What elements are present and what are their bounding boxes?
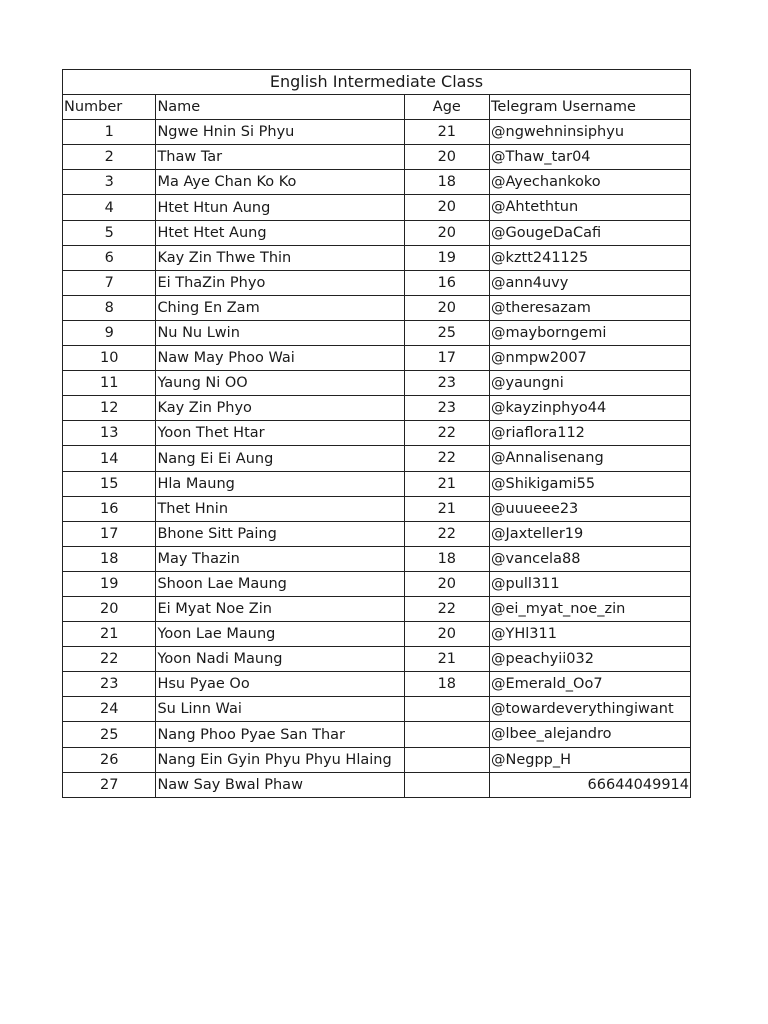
number-cell: 19 — [63, 571, 156, 596]
table-row — [63, 647, 691, 672]
telegram-cell: @vancela88 — [490, 546, 691, 571]
age-cell: 20 — [404, 145, 489, 170]
telegram-cell: @lbee_alejandro — [490, 722, 691, 747]
age-cell: 18 — [404, 672, 489, 697]
age-cell: 20 — [404, 571, 489, 596]
telegram-cell: 66644049914 — [490, 772, 691, 797]
number-cell: 6 — [63, 245, 156, 270]
header-age: Age — [404, 95, 489, 120]
age-cell: 20 — [404, 195, 489, 220]
name-cell: Hla Maung — [156, 471, 404, 496]
name-cell: Thet Hnin — [156, 496, 404, 521]
telegram-cell: @ei_myat_noe_zin — [490, 596, 691, 621]
number-cell: 17 — [63, 521, 156, 546]
age-cell: 21 — [404, 647, 489, 672]
age-cell: 22 — [404, 596, 489, 621]
table-row — [63, 220, 691, 245]
name-cell: Ching En Zam — [156, 295, 404, 320]
table-row — [63, 697, 691, 722]
header-name: Name — [156, 95, 404, 120]
age-cell: 16 — [404, 270, 489, 295]
number-cell: 13 — [63, 421, 156, 446]
number-cell: 26 — [63, 747, 156, 772]
telegram-cell: @Shikigami55 — [490, 471, 691, 496]
number-cell: 14 — [63, 446, 156, 471]
title-row — [63, 70, 691, 95]
age-cell: 22 — [404, 421, 489, 446]
age-cell: 19 — [404, 245, 489, 270]
number-cell: 8 — [63, 295, 156, 320]
table-row — [63, 421, 691, 446]
table-row — [63, 722, 691, 747]
table-row — [63, 596, 691, 621]
number-cell: 9 — [63, 320, 156, 345]
class-roster-table — [62, 69, 691, 798]
number-cell: 10 — [63, 346, 156, 371]
table-row — [63, 295, 691, 320]
table-row — [63, 571, 691, 596]
name-cell: Kay Zin Thwe Thin — [156, 245, 404, 270]
name-cell: Thaw Tar — [156, 145, 404, 170]
table-row — [63, 170, 691, 195]
telegram-cell: @uuueee23 — [490, 496, 691, 521]
table-row — [63, 471, 691, 496]
header-telegram: Telegram Username — [490, 95, 691, 120]
age-cell: 21 — [404, 496, 489, 521]
age-cell: 22 — [404, 521, 489, 546]
telegram-cell: @Negpp_H — [490, 747, 691, 772]
table-row — [63, 270, 691, 295]
name-cell: Nang Ei Ei Aung — [156, 446, 404, 471]
number-cell: 25 — [63, 722, 156, 747]
name-cell: Naw Say Bwal Phaw — [156, 772, 404, 797]
name-cell: Yoon Lae Maung — [156, 622, 404, 647]
telegram-cell: @Emerald_Oo7 — [490, 672, 691, 697]
number-cell: 2 — [63, 145, 156, 170]
telegram-cell: @kztt241125 — [490, 245, 691, 270]
table-row — [63, 546, 691, 571]
telegram-cell: @Jaxteller19 — [490, 521, 691, 546]
telegram-cell: @theresazam — [490, 295, 691, 320]
age-cell: 23 — [404, 396, 489, 421]
age-cell: 20 — [404, 622, 489, 647]
number-cell: 21 — [63, 622, 156, 647]
number-cell: 1 — [63, 120, 156, 145]
name-cell: Yaung Ni OO — [156, 371, 404, 396]
header-row — [63, 95, 691, 120]
name-cell: Htet Htet Aung — [156, 220, 404, 245]
age-cell: 17 — [404, 346, 489, 371]
table-row — [63, 120, 691, 145]
name-cell: Ei Myat Noe Zin — [156, 596, 404, 621]
number-cell: 23 — [63, 672, 156, 697]
number-cell: 15 — [63, 471, 156, 496]
name-cell: Nang Ein Gyin Phyu Phyu Hlaing — [156, 747, 404, 772]
age-cell: 25 — [404, 320, 489, 345]
table-row — [63, 747, 691, 772]
table-title: English Intermediate Class — [63, 70, 691, 95]
telegram-cell: @peachyii032 — [490, 647, 691, 672]
telegram-cell: @kayzinphyo44 — [490, 396, 691, 421]
telegram-cell: @ngwehninsiphyu — [490, 120, 691, 145]
header-number: Number — [63, 95, 156, 120]
telegram-cell: @towardeverythingiwant — [490, 697, 691, 722]
number-cell: 16 — [63, 496, 156, 521]
age-cell — [404, 772, 489, 797]
telegram-cell: @Annalisenang — [490, 446, 691, 471]
table-row — [63, 145, 691, 170]
telegram-cell: @Thaw_tar04 — [490, 145, 691, 170]
age-cell: 22 — [404, 446, 489, 471]
age-cell: 20 — [404, 295, 489, 320]
number-cell: 12 — [63, 396, 156, 421]
table-row — [63, 622, 691, 647]
telegram-cell: @Ahtethtun — [490, 195, 691, 220]
telegram-cell: @YHl311 — [490, 622, 691, 647]
name-cell: Hsu Pyae Oo — [156, 672, 404, 697]
table-row — [63, 672, 691, 697]
age-cell: 21 — [404, 120, 489, 145]
telegram-cell: @Ayechankoko — [490, 170, 691, 195]
table-row — [63, 346, 691, 371]
telegram-cell: @pull311 — [490, 571, 691, 596]
age-cell: 18 — [404, 170, 489, 195]
telegram-cell: @GougeDaCafi — [490, 220, 691, 245]
number-cell: 11 — [63, 371, 156, 396]
name-cell: Su Linn Wai — [156, 697, 404, 722]
number-cell: 18 — [63, 546, 156, 571]
telegram-cell: @ann4uvy — [490, 270, 691, 295]
name-cell: May Thazin — [156, 546, 404, 571]
name-cell: Ma Aye Chan Ko Ko — [156, 170, 404, 195]
table-row — [63, 772, 691, 797]
age-cell: 21 — [404, 471, 489, 496]
table-row — [63, 320, 691, 345]
number-cell: 24 — [63, 697, 156, 722]
telegram-cell: @yaungni — [490, 371, 691, 396]
telegram-cell: @nmpw2007 — [490, 346, 691, 371]
table-row — [63, 396, 691, 421]
table-row — [63, 195, 691, 220]
age-cell — [404, 697, 489, 722]
age-cell — [404, 747, 489, 772]
age-cell: 20 — [404, 220, 489, 245]
telegram-cell: @riaflora112 — [490, 421, 691, 446]
number-cell: 5 — [63, 220, 156, 245]
number-cell: 27 — [63, 772, 156, 797]
table-row — [63, 371, 691, 396]
name-cell: Yoon Thet Htar — [156, 421, 404, 446]
table-row — [63, 446, 691, 471]
name-cell: Kay Zin Phyo — [156, 396, 404, 421]
name-cell: Yoon Nadi Maung — [156, 647, 404, 672]
name-cell: Htet Htun Aung — [156, 195, 404, 220]
number-cell: 4 — [63, 195, 156, 220]
table-row — [63, 245, 691, 270]
number-cell: 20 — [63, 596, 156, 621]
name-cell: Nu Nu Lwin — [156, 320, 404, 345]
age-cell — [404, 722, 489, 747]
name-cell: Ngwe Hnin Si Phyu — [156, 120, 404, 145]
number-cell: 3 — [63, 170, 156, 195]
table-row — [63, 496, 691, 521]
telegram-cell: @mayborngemi — [490, 320, 691, 345]
table-row — [63, 521, 691, 546]
number-cell: 22 — [63, 647, 156, 672]
age-cell: 18 — [404, 546, 489, 571]
name-cell: Shoon Lae Maung — [156, 571, 404, 596]
name-cell: Ei ThaZin Phyo — [156, 270, 404, 295]
age-cell: 23 — [404, 371, 489, 396]
number-cell: 7 — [63, 270, 156, 295]
name-cell: Bhone Sitt Paing — [156, 521, 404, 546]
name-cell: Nang Phoo Pyae San Thar — [156, 722, 404, 747]
name-cell: Naw May Phoo Wai — [156, 346, 404, 371]
